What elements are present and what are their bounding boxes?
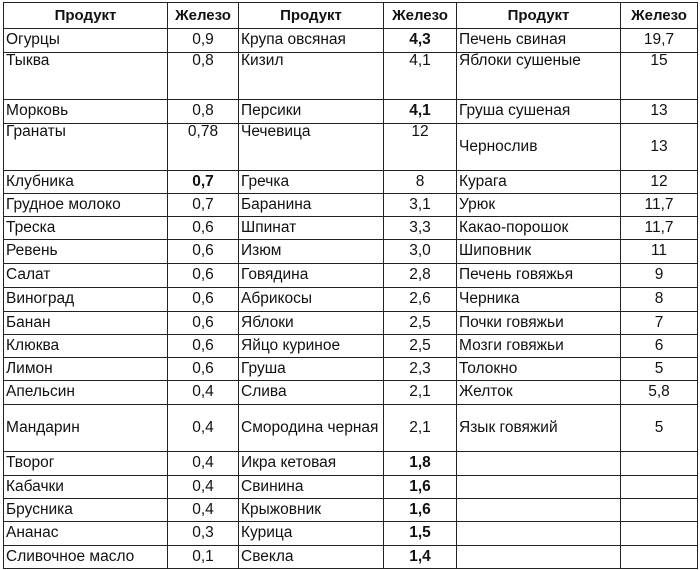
table-row xyxy=(4,405,698,452)
iron-value-cell: 5 xyxy=(621,405,698,452)
iron-value-cell: 2,1 xyxy=(384,381,457,405)
product-cell: Курага xyxy=(457,171,621,194)
iron-value-cell: 0,6 xyxy=(168,217,239,240)
product-cell: Слива xyxy=(239,381,384,405)
iron-value-cell: 4,1 xyxy=(384,53,457,100)
iron-value-cell: 4,1 xyxy=(384,100,457,124)
header-iron-2: Железо xyxy=(384,3,457,29)
product-cell: Огурцы xyxy=(4,29,168,53)
iron-value-cell: 2,1 xyxy=(384,405,457,452)
product-cell: Икра кетовая xyxy=(239,452,384,476)
product-cell: Язык говяжий xyxy=(457,405,621,452)
product-cell: Свекла xyxy=(239,546,384,569)
table-row xyxy=(4,288,698,312)
iron-value-cell: 0,7 xyxy=(168,194,239,217)
product-cell: Изюм xyxy=(239,240,384,264)
iron-value-cell: 8 xyxy=(384,171,457,194)
product-cell: Грудное молоко xyxy=(4,194,168,217)
product-cell: Гречка xyxy=(239,171,384,194)
iron-value-cell: 11,7 xyxy=(621,194,698,217)
table-row xyxy=(4,29,698,53)
table-row xyxy=(4,217,698,240)
iron-value-cell: 0,4 xyxy=(168,452,239,476)
iron-value-cell: 0,6 xyxy=(168,264,239,288)
product-cell: Творог xyxy=(4,452,168,476)
iron-value-cell: 6 xyxy=(621,335,698,358)
iron-value-cell: 7 xyxy=(621,312,698,335)
product-cell: Чечевица xyxy=(239,124,384,171)
table-row xyxy=(4,124,698,171)
product-cell: Крупа овсяная xyxy=(239,29,384,53)
product-cell: Толокно xyxy=(457,358,621,381)
iron-value-cell: 0,6 xyxy=(168,288,239,312)
product-cell: Лимон xyxy=(4,358,168,381)
header-iron-1: Железо xyxy=(168,3,239,29)
iron-value-cell: 0,4 xyxy=(168,476,239,499)
product-cell: Баранина xyxy=(239,194,384,217)
iron-value-cell: 19,7 xyxy=(621,29,698,53)
iron-value-cell: 0,8 xyxy=(168,100,239,124)
table-row xyxy=(4,312,698,335)
product-cell: Груша сушеная xyxy=(457,100,621,124)
product-cell xyxy=(457,476,621,499)
iron-value-cell: 1,8 xyxy=(384,452,457,476)
product-cell: Печень свиная xyxy=(457,29,621,53)
product-cell: Клубника xyxy=(4,171,168,194)
product-cell: Груша xyxy=(239,358,384,381)
iron-value-cell: 0,6 xyxy=(168,312,239,335)
product-cell: Курица xyxy=(239,522,384,546)
iron-value-cell: 12 xyxy=(621,171,698,194)
product-cell: Сливочное масло xyxy=(4,546,168,569)
iron-value-cell: 0,4 xyxy=(168,405,239,452)
product-cell: Виноград xyxy=(4,288,168,312)
iron-value-cell xyxy=(621,546,698,569)
iron-value-cell: 13 xyxy=(621,124,698,171)
product-cell: Мозги говяжьи xyxy=(457,335,621,358)
product-cell: Морковь xyxy=(4,100,168,124)
iron-value-cell: 5,8 xyxy=(621,381,698,405)
product-cell xyxy=(457,452,621,476)
header-product-2: Продукт xyxy=(239,3,384,29)
table-row xyxy=(4,476,698,499)
iron-value-cell: 1,6 xyxy=(384,499,457,522)
iron-value-cell xyxy=(621,499,698,522)
product-cell: Почки говяжьи xyxy=(457,312,621,335)
iron-value-cell: 1,6 xyxy=(384,476,457,499)
product-cell: Клюква xyxy=(4,335,168,358)
header-product-1: Продукт xyxy=(4,3,168,29)
table-row xyxy=(4,194,698,217)
product-cell: Смородина черная xyxy=(239,405,384,452)
product-cell: Крыжовник xyxy=(239,499,384,522)
product-cell: Абрикосы xyxy=(239,288,384,312)
product-cell: Брусника xyxy=(4,499,168,522)
product-cell: Какао-порошок xyxy=(457,217,621,240)
iron-value-cell: 3,3 xyxy=(384,217,457,240)
table-row xyxy=(4,452,698,476)
product-cell: Шиповник xyxy=(457,240,621,264)
table-row xyxy=(4,240,698,264)
product-cell xyxy=(457,546,621,569)
iron-value-cell xyxy=(621,452,698,476)
header-iron-3: Железо xyxy=(621,3,698,29)
table-row xyxy=(4,499,698,522)
iron-value-cell: 0,6 xyxy=(168,240,239,264)
product-cell: Треска xyxy=(4,217,168,240)
iron-value-cell: 2,5 xyxy=(384,335,457,358)
product-cell: Ананас xyxy=(4,522,168,546)
table-row xyxy=(4,522,698,546)
iron-value-cell: 1,5 xyxy=(384,522,457,546)
header-product-3: Продукт xyxy=(457,3,621,29)
iron-value-cell: 0,78 xyxy=(168,124,239,171)
iron-value-cell: 0,6 xyxy=(168,358,239,381)
product-cell: Апельсин xyxy=(4,381,168,405)
iron-value-cell: 8 xyxy=(621,288,698,312)
iron-value-cell: 9 xyxy=(621,264,698,288)
product-cell: Свинина xyxy=(239,476,384,499)
iron-value-cell: 2,5 xyxy=(384,312,457,335)
iron-value-cell: 0,1 xyxy=(168,546,239,569)
iron-value-cell: 5 xyxy=(621,358,698,381)
product-cell: Урюк xyxy=(457,194,621,217)
product-cell: Черника xyxy=(457,288,621,312)
iron-value-cell: 0,3 xyxy=(168,522,239,546)
iron-value-cell: 2,3 xyxy=(384,358,457,381)
table-row xyxy=(4,53,698,100)
iron-value-cell: 0,4 xyxy=(168,499,239,522)
product-cell: Банан xyxy=(4,312,168,335)
iron-value-cell: 1,4 xyxy=(384,546,457,569)
iron-value-cell: 0,7 xyxy=(168,171,239,194)
product-cell: Кизил xyxy=(239,53,384,100)
iron-value-cell: 0,6 xyxy=(168,335,239,358)
iron-value-cell: 0,8 xyxy=(168,53,239,100)
product-cell: Ревень xyxy=(4,240,168,264)
iron-value-cell: 0,9 xyxy=(168,29,239,53)
iron-value-cell: 13 xyxy=(621,100,698,124)
product-cell: Тыква xyxy=(4,53,168,100)
table-row xyxy=(4,171,698,194)
iron-value-cell: 4,3 xyxy=(384,29,457,53)
iron-value-cell: 12 xyxy=(384,124,457,171)
header-row xyxy=(4,3,698,29)
product-cell: Мандарин xyxy=(4,405,168,452)
table-row xyxy=(4,264,698,288)
product-cell: Чернослив xyxy=(457,124,621,171)
product-cell: Печень говяжья xyxy=(457,264,621,288)
product-cell: Яблоки сушеные xyxy=(457,53,621,100)
iron-value-cell: 11,7 xyxy=(621,217,698,240)
iron-value-cell: 2,6 xyxy=(384,288,457,312)
iron-value-cell xyxy=(621,522,698,546)
iron-value-cell: 2,8 xyxy=(384,264,457,288)
product-cell: Говядина xyxy=(239,264,384,288)
iron-content-table xyxy=(3,2,698,569)
table-row xyxy=(4,100,698,124)
product-cell: Желток xyxy=(457,381,621,405)
product-cell xyxy=(457,522,621,546)
product-cell: Салат xyxy=(4,264,168,288)
product-cell: Шпинат xyxy=(239,217,384,240)
table-row xyxy=(4,358,698,381)
table-row xyxy=(4,381,698,405)
table-row xyxy=(4,335,698,358)
iron-value-cell: 0,4 xyxy=(168,381,239,405)
iron-value-cell: 11 xyxy=(621,240,698,264)
iron-value-cell: 3,0 xyxy=(384,240,457,264)
product-cell: Кабачки xyxy=(4,476,168,499)
iron-value-cell: 15 xyxy=(621,53,698,100)
product-cell: Яблоки xyxy=(239,312,384,335)
product-cell: Персики xyxy=(239,100,384,124)
iron-value-cell xyxy=(621,476,698,499)
table-row xyxy=(4,546,698,569)
product-cell xyxy=(457,499,621,522)
product-cell: Гранаты xyxy=(4,124,168,171)
iron-value-cell: 3,1 xyxy=(384,194,457,217)
product-cell: Яйцо куриное xyxy=(239,335,384,358)
